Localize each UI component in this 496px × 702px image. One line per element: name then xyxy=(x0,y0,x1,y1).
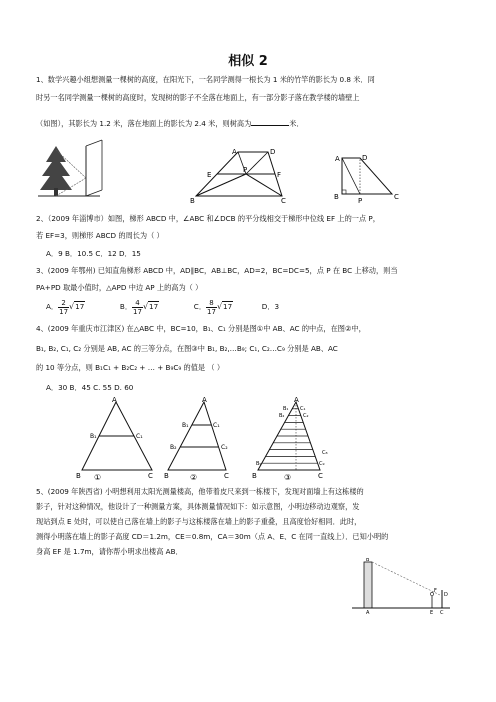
fig1-label-D: D xyxy=(270,148,276,156)
q2-line2: 若 EF=3，则梯形 ABCD 的周长为（ ） xyxy=(36,231,164,240)
svg-text:B₉: B₉ xyxy=(256,461,262,467)
svg-text:A: A xyxy=(366,610,370,614)
q4-line2: B₁, B₂, C₁, C₂ 分别是 AB, AC 的三等分点，在图③中 B₁, B₂,…B₉; C₁, C₂…C₉ 分别是 AB、AC xyxy=(36,344,338,353)
svg-text:B: B xyxy=(252,472,257,480)
svg-text:B: B xyxy=(76,472,81,480)
fig2-label-C: C xyxy=(394,193,399,201)
q3-optC-label: C． xyxy=(193,302,207,311)
q5-line5: 身高 EF 是 1.7m，请你帮小明求出楼高 AB． xyxy=(36,547,183,556)
fig2-label-P: P xyxy=(358,197,363,205)
fig2-label-A: A xyxy=(335,155,340,163)
svg-text:D: D xyxy=(444,592,448,598)
svg-text:A: A xyxy=(202,396,207,404)
svg-text:C: C xyxy=(318,472,323,480)
svg-text:B: B xyxy=(366,558,370,563)
page-title: 相似 2 xyxy=(228,54,268,69)
svg-text:B₂: B₂ xyxy=(279,413,285,419)
q3-optC-fraction: $\frac{8}{17}$ xyxy=(207,298,216,316)
fig2-label-D: D xyxy=(362,154,368,162)
triangle-figure-3 xyxy=(250,396,340,482)
q3-optB-root: 17 xyxy=(149,302,159,311)
q5-line2: 影子，针对这种情况，他设计了一种测量方案，具体测量情况如下：如示意图，小明边移动边观察，发 xyxy=(36,502,360,511)
q2-options: A．9 B．10.5 C．12 D．15 xyxy=(46,249,141,258)
triangle-figure-1 xyxy=(76,396,162,482)
svg-text:C₁: C₁ xyxy=(213,422,220,429)
svg-text:B: B xyxy=(164,472,169,480)
svg-text:B₂: B₂ xyxy=(170,444,177,451)
svg-text:B₁: B₁ xyxy=(90,433,97,440)
svg-text:C₂: C₂ xyxy=(221,444,228,451)
q3-line2: PA+PD 取最小值时，△APD 中边 AP 上的高为（ ） xyxy=(36,283,203,292)
fig-label-3: ③ xyxy=(284,473,292,482)
q4-options: A．30 B．45 C. 55 D. 60 xyxy=(46,383,134,392)
svg-text:C₁: C₁ xyxy=(300,406,306,412)
right-trapezoid-figure-q3 xyxy=(332,150,412,208)
q5-line1: 5、(2009 年陕西省) 小明想利用太阳光测量楼高，他带着皮尺来到一栋楼下，发现对面墙上有这栋楼的 xyxy=(36,487,364,496)
fig1-label-P: P xyxy=(243,166,248,174)
q1-line3 xyxy=(36,117,304,131)
fig2-label-B: B xyxy=(334,193,339,201)
fig1-label-C: C xyxy=(281,197,286,204)
q3-line1: 3、(2009 年鄂州) 已知直角梯形 ABCD 中，AD∥BC，AB⊥BC，AD=2，BC=DC=5，点 P 在 BC 上移动，则当 xyxy=(36,266,398,275)
q3-optA-fraction: $\frac{2}{17}$ xyxy=(59,298,69,316)
fig1-label-B: B xyxy=(190,197,195,204)
answer-blank xyxy=(251,117,289,126)
q4-line1: 4、(2009 年重庆市江津区) 在△ABC 中，BC=10，B₁、C₁ 分别是图①中 AB、AC 的中点，在图②中， xyxy=(36,324,366,333)
svg-text:A: A xyxy=(112,396,117,404)
q1-line3-post: 米． xyxy=(289,119,304,128)
svg-text:C₉: C₉ xyxy=(319,461,325,467)
q3-optB-label: B． xyxy=(119,302,133,311)
fig1-label-E: E xyxy=(207,171,212,179)
trapezoid-figure-q2 xyxy=(188,146,288,204)
q1-line2: 时另一名同学测量一棵树的高度时，发现树的影子不全落在地面上，有一部分影子落在教学楼的墙壁上 xyxy=(36,93,360,102)
q4-line3: 的 10 等分点，则 B₁C₁ + B₂C₂ + … + B₉C₉ 的值是 （ ） xyxy=(36,363,225,372)
svg-text:C₂: C₂ xyxy=(303,413,309,419)
fig1-label-F: F xyxy=(277,171,282,179)
svg-text:C₁: C₁ xyxy=(136,433,143,440)
svg-text:F: F xyxy=(434,588,437,594)
q3-optA-label: A． xyxy=(46,302,59,311)
q3-optD: D．3 xyxy=(261,302,280,311)
tree-shadow-figure xyxy=(36,138,106,202)
svg-text:A: A xyxy=(294,396,299,404)
svg-text:E: E xyxy=(430,610,434,614)
svg-text:C: C xyxy=(148,472,153,480)
svg-text:C₈: C₈ xyxy=(322,450,328,456)
svg-text:C: C xyxy=(440,610,444,614)
q3-options: A． $\frac{2}{17}$ √17 B． $\frac{4}{17}$ √17 C． $\frac{8}{17}$ √17 D．3 xyxy=(46,298,280,316)
q2-line1: 2、（2009 年淄博市）如图，梯形 ABCD 中，∠ABC 和∠DCB 的平分线相交于梯形中位线 EF 上的一点 P， xyxy=(36,214,380,223)
q5-line4: 测得小明落在墙上的影子高度 CD＝1.2m，CE＝0.8m，CA＝30m（点 A、E、C 在同一直线上）．已知小明的 xyxy=(36,532,389,541)
q1-line3-pre: （如图），其影长为 1.2 米，落在地面上的影长为 2.4 米，则树高为 xyxy=(36,119,252,128)
svg-text:C: C xyxy=(224,472,229,480)
q5-line3: 现站到点 E 处时，可以使自己落在墙上的影子与这栋楼落在墙上的影子重叠，且高度恰好相同．此时， xyxy=(36,517,362,526)
svg-text:B₁: B₁ xyxy=(182,422,189,429)
fig1-label-A: A xyxy=(232,148,237,156)
q3-optC-root: 17 xyxy=(223,302,233,311)
fig-label-2: ② xyxy=(190,473,198,482)
q3-optB-fraction: $\frac{4}{17}$ xyxy=(133,298,142,316)
q1-line1: 1、数学兴趣小组想测量一棵树的高度，在阳光下，一名同学测得一根长为 1 米的竹竿的影长为 0.8 米．同 xyxy=(36,75,375,84)
q3-optA-root: 17 xyxy=(75,302,85,311)
triangle-figure-2 xyxy=(162,396,242,482)
fig-label-1: ① xyxy=(94,473,102,482)
building-shadow-diagram xyxy=(352,558,452,614)
svg-text:B₁: B₁ xyxy=(283,406,289,412)
